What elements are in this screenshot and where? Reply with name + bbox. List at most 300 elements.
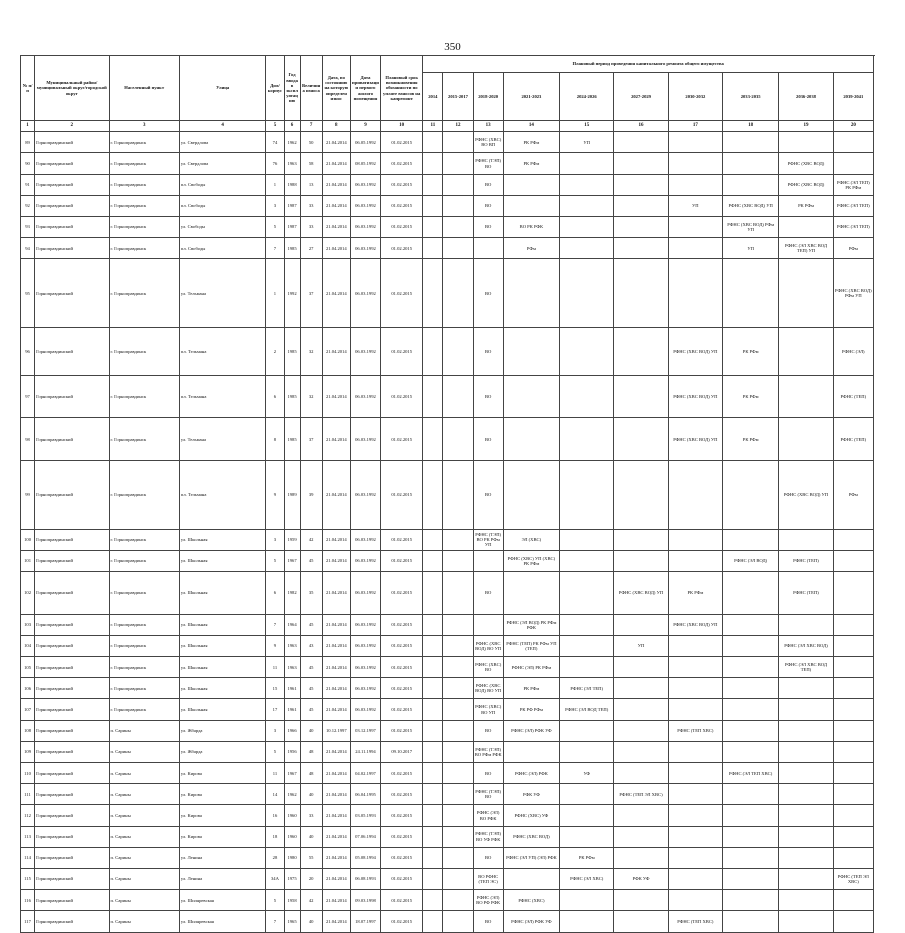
table-row	[21, 418, 874, 461]
cell-deadline: 01.02.2015	[381, 153, 423, 174]
cell-house: 1	[266, 259, 284, 328]
cell-date-state: 21.04.2014	[322, 847, 350, 868]
cell-period-works	[423, 461, 443, 530]
cell-period-works	[560, 826, 614, 847]
cell-period-works	[423, 153, 443, 174]
cell-deadline: 01.02.2015	[381, 868, 423, 889]
cell-settlement: п. Сарины	[109, 890, 179, 911]
cell-wear: 45	[300, 678, 322, 699]
header-period-group: Плановый период проведения капитального ремонта общего имущества	[423, 56, 874, 73]
cell-deadline: 01.02.2015	[381, 699, 423, 720]
cell-deadline: 01.02.2015	[381, 614, 423, 635]
cell-period-works: ЭЛ (ХВС)	[503, 529, 559, 550]
cell-settlement: г. Горноправдинск	[109, 328, 179, 376]
cell-house: 16	[266, 805, 284, 826]
cell-year: 1963	[284, 153, 300, 174]
cell-period-works: УП	[723, 238, 779, 259]
table-row	[21, 461, 874, 530]
cell-date-privatization: 06.03.1992	[350, 259, 380, 328]
cell-street: ул. Свердлова	[179, 132, 266, 153]
row-number: 95	[21, 259, 35, 328]
cell-house: 15	[266, 678, 284, 699]
cell-period-works	[614, 529, 668, 550]
cell-wear: 42	[300, 529, 322, 550]
cell-date-state: 21.04.2014	[322, 572, 350, 615]
cell-date-privatization: 06.03.1992	[350, 678, 380, 699]
cell-period-works	[443, 216, 473, 237]
cell-period-works	[443, 461, 473, 530]
row-number: 107	[21, 699, 35, 720]
cell-deadline: 01.02.2015	[381, 805, 423, 826]
table-row	[21, 868, 874, 889]
cell-period-works	[560, 805, 614, 826]
cell-street: ул. Школьная	[179, 699, 266, 720]
cell-street: ул. Жбарда	[179, 720, 266, 741]
cell-period-works: РФНС (ЭЛ) ВО РФК	[473, 805, 503, 826]
cell-period-works	[833, 614, 873, 635]
cell-period-works: РФНС (ЭЛ ТЕП) РК РФм	[833, 174, 873, 195]
cell-period-works	[723, 635, 779, 656]
cell-period-works	[423, 216, 443, 237]
cell-street: ул. Тельмана	[179, 259, 266, 328]
cell-period-works	[723, 572, 779, 615]
cell-period-works	[779, 868, 833, 889]
cell-period-works: ВО	[473, 174, 503, 195]
cell-wear: 50	[300, 132, 322, 153]
cell-date-state: 21.04.2014	[322, 657, 350, 678]
cell-wear: 58	[300, 153, 322, 174]
cell-period-works	[503, 259, 559, 328]
cell-period-works: УП	[560, 132, 614, 153]
cell-period-works	[614, 461, 668, 530]
cell-settlement: г. Горноправдинск	[109, 375, 179, 418]
cell-year: 1975	[284, 868, 300, 889]
cell-district: Горноправдинский	[35, 763, 109, 784]
cell-wear: 40	[300, 784, 322, 805]
cell-period-works	[443, 635, 473, 656]
cell-period-works	[614, 741, 668, 762]
cell-year: 1963	[284, 657, 300, 678]
cell-period-works	[779, 847, 833, 868]
header-house: Дом/ корпус	[266, 56, 284, 121]
cell-period-works: РФНС (ХВС) ВО ВП	[473, 132, 503, 153]
cell-street: пл. Тельмана	[179, 328, 266, 376]
cell-period-works: РФК УФ	[614, 868, 668, 889]
cell-period-works	[560, 195, 614, 216]
cell-wear: 48	[300, 741, 322, 762]
cell-period-works	[668, 847, 722, 868]
cell-period-works: РФНС (ХВС ВОД) УП	[614, 572, 668, 615]
cell-deadline: 01.02.2015	[381, 911, 423, 932]
cell-period-works	[503, 741, 559, 762]
cell-period-works	[423, 847, 443, 868]
cell-street: ул. Шиляревская	[179, 911, 266, 932]
header-period: 2018-2020	[473, 73, 503, 121]
cell-period-works: РФНС (ЭЛ ТЕП ХВС)	[723, 763, 779, 784]
cell-deadline: 01.02.2015	[381, 635, 423, 656]
cell-wear: 55	[300, 847, 322, 868]
cell-period-works	[443, 418, 473, 461]
cell-deadline: 01.02.2015	[381, 720, 423, 741]
cell-period-works	[473, 550, 503, 571]
cell-date-privatization: 06.03.1992	[350, 614, 380, 635]
cell-period-works: РФНС (ЭЛ УП) (ЭЛ) РФК	[503, 847, 559, 868]
cell-street: ул. Школьная	[179, 529, 266, 550]
cell-year: 1992	[284, 259, 300, 328]
cell-house: 1	[266, 174, 284, 195]
cell-period-works	[423, 911, 443, 932]
cell-district: Горноправдинский	[35, 699, 109, 720]
cell-district: Горноправдинский	[35, 826, 109, 847]
cell-year: 1964	[284, 614, 300, 635]
cell-period-works: РК РФм	[503, 678, 559, 699]
column-number: 9	[350, 120, 380, 131]
cell-period-works: ВО	[473, 195, 503, 216]
cell-period-works: РК РФ РФм	[503, 699, 559, 720]
cell-period-works	[560, 238, 614, 259]
cell-period-works	[423, 678, 443, 699]
row-number: 89	[21, 132, 35, 153]
cell-period-works: РФНС (ХВС ВОД) РФм УП	[723, 216, 779, 237]
cell-street: ул. Шиляревская	[179, 890, 266, 911]
header-period: 2024-2026	[560, 73, 614, 121]
cell-period-works	[423, 868, 443, 889]
cell-period-works	[423, 805, 443, 826]
cell-period-works	[833, 635, 873, 656]
cell-period-works	[779, 784, 833, 805]
header-period: 2033-2035	[723, 73, 779, 121]
cell-date-state: 21.04.2014	[322, 784, 350, 805]
cell-period-works	[443, 153, 473, 174]
cell-date-state: 21.04.2014	[322, 763, 350, 784]
cell-period-works	[723, 784, 779, 805]
cell-deadline: 01.02.2015	[381, 826, 423, 847]
cell-date-state: 21.04.2014	[322, 635, 350, 656]
column-number: 6	[284, 120, 300, 131]
cell-period-works	[560, 572, 614, 615]
cell-period-works: РФНС (ЭЛ) ВО РФ РФК	[473, 890, 503, 911]
cell-district: Горноправдинский	[35, 720, 109, 741]
cell-period-works	[614, 375, 668, 418]
cell-period-works	[779, 890, 833, 911]
cell-wear: 45	[300, 550, 322, 571]
cell-date-privatization: 06.03.1992	[350, 657, 380, 678]
cell-district: Горноправдинский	[35, 741, 109, 762]
cell-period-works: РФНС (ЭЛ ХВС ВОД)	[779, 635, 833, 656]
cell-period-works	[423, 238, 443, 259]
cell-period-works	[833, 699, 873, 720]
cell-wear: 45	[300, 657, 322, 678]
cell-deadline: 01.02.2015	[381, 132, 423, 153]
cell-period-works: РК РФм	[503, 132, 559, 153]
row-number: 108	[21, 720, 35, 741]
cell-house: 28	[266, 847, 284, 868]
cell-period-works: РФм	[833, 238, 873, 259]
cell-period-works: РФНС (ХВС ВОД) УП	[723, 195, 779, 216]
cell-wear: 40	[300, 720, 322, 741]
cell-date-privatization: 05.08.1994	[350, 847, 380, 868]
column-number: 1	[21, 120, 35, 131]
cell-house: 18	[266, 826, 284, 847]
cell-deadline: 01.02.2015	[381, 550, 423, 571]
cell-year: 1961	[284, 699, 300, 720]
row-number: 101	[21, 550, 35, 571]
cell-wear: 43	[300, 635, 322, 656]
table-row	[21, 174, 874, 195]
cell-period-works: РК РФм	[723, 375, 779, 418]
cell-house: 76	[266, 153, 284, 174]
cell-period-works	[668, 174, 722, 195]
column-number: 10	[381, 120, 423, 131]
cell-district: Горноправдинский	[35, 678, 109, 699]
cell-period-works: РК РФм	[668, 572, 722, 615]
cell-period-works	[614, 153, 668, 174]
cell-date-state: 21.04.2014	[322, 741, 350, 762]
cell-period-works: РК РФм	[560, 847, 614, 868]
cell-period-works	[560, 375, 614, 418]
cell-district: Горноправдинский	[35, 375, 109, 418]
cell-settlement: п. Сарины	[109, 805, 179, 826]
cell-period-works: РФНС (ЭЛ ВОД)	[723, 550, 779, 571]
cell-period-works	[833, 572, 873, 615]
cell-settlement: г. Горноправдинск	[109, 699, 179, 720]
cell-period-works	[779, 911, 833, 932]
cell-date-state: 21.04.2014	[322, 461, 350, 530]
cell-year: 1962	[284, 784, 300, 805]
cell-settlement: п. Сарины	[109, 847, 179, 868]
cell-period-works	[668, 132, 722, 153]
cell-period-works	[503, 868, 559, 889]
table-row	[21, 132, 874, 153]
cell-period-works	[723, 678, 779, 699]
cell-period-works	[423, 174, 443, 195]
cell-period-works	[443, 763, 473, 784]
column-number-row	[21, 120, 874, 131]
cell-wear: 45	[300, 614, 322, 635]
cell-period-works	[443, 195, 473, 216]
cell-period-works	[723, 868, 779, 889]
cell-street: ул. Школьная	[179, 678, 266, 699]
header-wear: Величина износа	[300, 56, 322, 121]
table-row	[21, 195, 874, 216]
cell-settlement: г. Горноправдинск	[109, 572, 179, 615]
cell-period-works: РФНС (ЭЛ ХВС)	[560, 868, 614, 889]
cell-date-privatization: 03.12.1997	[350, 720, 380, 741]
cell-period-works	[779, 699, 833, 720]
cell-period-works	[503, 195, 559, 216]
cell-period-works	[423, 720, 443, 741]
cell-period-works	[443, 572, 473, 615]
cell-period-works: РФНС (ХВС ВОД) УП	[668, 375, 722, 418]
cell-deadline: 01.02.2015	[381, 259, 423, 328]
cell-period-works	[560, 890, 614, 911]
cell-date-privatization: 06.04.1995	[350, 784, 380, 805]
cell-district: Горноправдинский	[35, 259, 109, 328]
cell-period-works	[560, 784, 614, 805]
cell-year: 1959	[284, 529, 300, 550]
row-number: 97	[21, 375, 35, 418]
cell-period-works	[423, 784, 443, 805]
cell-period-works	[423, 375, 443, 418]
cell-deadline: 01.02.2015	[381, 216, 423, 237]
cell-period-works	[668, 805, 722, 826]
row-number: 114	[21, 847, 35, 868]
cell-period-works	[423, 826, 443, 847]
cell-date-privatization: 04.02.1997	[350, 763, 380, 784]
cell-year: 1958	[284, 890, 300, 911]
cell-period-works	[723, 461, 779, 530]
cell-period-works	[614, 678, 668, 699]
cell-period-works	[833, 153, 873, 174]
cell-year: 1961	[284, 678, 300, 699]
row-number: 104	[21, 635, 35, 656]
cell-deadline: 01.02.2015	[381, 328, 423, 376]
cell-period-works: РФНС (ЭЛ)	[833, 328, 873, 376]
table-row	[21, 720, 874, 741]
cell-street: ул. Школьная	[179, 614, 266, 635]
cell-period-works	[779, 132, 833, 153]
cell-deadline: 01.02.2015	[381, 461, 423, 530]
cell-period-works	[779, 375, 833, 418]
cell-date-state: 21.04.2014	[322, 328, 350, 376]
cell-period-works	[833, 826, 873, 847]
cell-period-works	[560, 657, 614, 678]
cell-wear: 32	[300, 328, 322, 376]
cell-period-works: РФНС (ЭЛ ХВС ВОД ТЕП) УП	[779, 238, 833, 259]
cell-period-works	[833, 847, 873, 868]
cell-period-works	[833, 784, 873, 805]
cell-period-works	[779, 741, 833, 762]
cell-period-works	[668, 259, 722, 328]
cell-settlement: г. Горноправдинск	[109, 174, 179, 195]
cell-period-works	[560, 418, 614, 461]
header-period: 2015-2017	[443, 73, 473, 121]
cell-house: 7	[266, 911, 284, 932]
cell-settlement: г. Горноправдинск	[109, 529, 179, 550]
cell-period-works	[614, 890, 668, 911]
cell-period-works: РФНС (ТЕП ХВС)	[668, 720, 722, 741]
cell-period-works: РФНС (ХВС) УФ	[503, 805, 559, 826]
cell-settlement: г. Горноправдинск	[109, 657, 179, 678]
cell-house: 3	[266, 720, 284, 741]
cell-district: Горноправдинский	[35, 216, 109, 237]
cell-wear: 13	[300, 174, 322, 195]
cell-wear: 33	[300, 805, 322, 826]
column-number: 7	[300, 120, 322, 131]
cell-settlement: п. Сарины	[109, 826, 179, 847]
cell-wear: 40	[300, 911, 322, 932]
row-number: 99	[21, 461, 35, 530]
cell-period-works: РФНС (ТЕП)	[779, 550, 833, 571]
cell-year: 1985	[284, 328, 300, 376]
header-period: 2036-2038	[779, 73, 833, 121]
cell-street: ул. Кирова	[179, 805, 266, 826]
cell-period-works	[614, 195, 668, 216]
cell-district: Горноправдинский	[35, 614, 109, 635]
cell-period-works	[779, 614, 833, 635]
cell-period-works	[614, 614, 668, 635]
cell-date-state: 21.04.2014	[322, 699, 350, 720]
column-number: 19	[779, 120, 833, 131]
cell-date-privatization: 06.03.1992	[350, 174, 380, 195]
column-number: 16	[614, 120, 668, 131]
cell-wear: 37	[300, 418, 322, 461]
table-row	[21, 911, 874, 932]
cell-period-works	[443, 375, 473, 418]
cell-period-works	[503, 418, 559, 461]
header-deadline: Плановый срок возникновения обязанности по уплате взносов на капремонт	[381, 56, 423, 121]
cell-period-works	[443, 741, 473, 762]
cell-street: ул. Ленина	[179, 868, 266, 889]
cell-period-works	[423, 529, 443, 550]
cell-year: 1967	[284, 763, 300, 784]
cell-period-works	[443, 784, 473, 805]
cell-period-works: РФНС (ТЕП)	[779, 572, 833, 615]
cell-street: ул. Жбарда	[179, 741, 266, 762]
cell-district: Горноправдинский	[35, 572, 109, 615]
cell-period-works: РФНС (ХВС ВОД) ВО УП	[473, 635, 503, 656]
cell-period-works	[833, 132, 873, 153]
table-row	[21, 550, 874, 571]
cell-deadline: 01.02.2015	[381, 678, 423, 699]
cell-street: ул. Свободы	[179, 216, 266, 237]
cell-period-works	[473, 238, 503, 259]
cell-period-works	[423, 657, 443, 678]
table-row	[21, 635, 874, 656]
cell-period-works	[423, 741, 443, 762]
cell-period-works: РФНС (ТЭП) ВО УФ РФК	[473, 826, 503, 847]
table-row	[21, 572, 874, 615]
cell-year: 1962	[284, 132, 300, 153]
cell-period-works	[443, 826, 473, 847]
cell-date-privatization: 18.07.1997	[350, 911, 380, 932]
cell-district: Горноправдинский	[35, 657, 109, 678]
row-number: 113	[21, 826, 35, 847]
header-period: 2039-2041	[833, 73, 873, 121]
cell-date-privatization: 06.03.1992	[350, 461, 380, 530]
cell-period-works: РФНС (ТЭП) ВО РФм РФК	[473, 741, 503, 762]
cell-period-works: РФм	[833, 461, 873, 530]
cell-period-works: ВО	[473, 763, 503, 784]
cell-period-works: ВО	[473, 847, 503, 868]
cell-period-works	[614, 259, 668, 328]
cell-period-works	[614, 132, 668, 153]
column-number: 17	[668, 120, 722, 131]
cell-period-works: ВО	[473, 461, 503, 530]
cell-year: 1985	[284, 418, 300, 461]
header-period: 2027-2029	[614, 73, 668, 121]
cell-house: 5	[266, 550, 284, 571]
cell-date-state: 21.04.2014	[322, 418, 350, 461]
cell-house: 17	[266, 699, 284, 720]
row-number: 116	[21, 890, 35, 911]
table-row	[21, 741, 874, 762]
cell-deadline: 01.02.2015	[381, 418, 423, 461]
cell-date-privatization: 06.03.1992	[350, 699, 380, 720]
cell-period-works	[668, 784, 722, 805]
cell-street: ул. Кирова	[179, 784, 266, 805]
cell-period-works	[779, 720, 833, 741]
cell-period-works	[723, 614, 779, 635]
row-number: 117	[21, 911, 35, 932]
cell-district: Горноправдинский	[35, 418, 109, 461]
cell-period-works: РФНС (ЭЛ ВОД ТЕП)	[560, 699, 614, 720]
cell-district: Горноправдинский	[35, 461, 109, 530]
cell-period-works: ВО	[473, 375, 503, 418]
cell-period-works	[723, 847, 779, 868]
cell-period-works	[423, 418, 443, 461]
cell-period-works: УП	[668, 195, 722, 216]
